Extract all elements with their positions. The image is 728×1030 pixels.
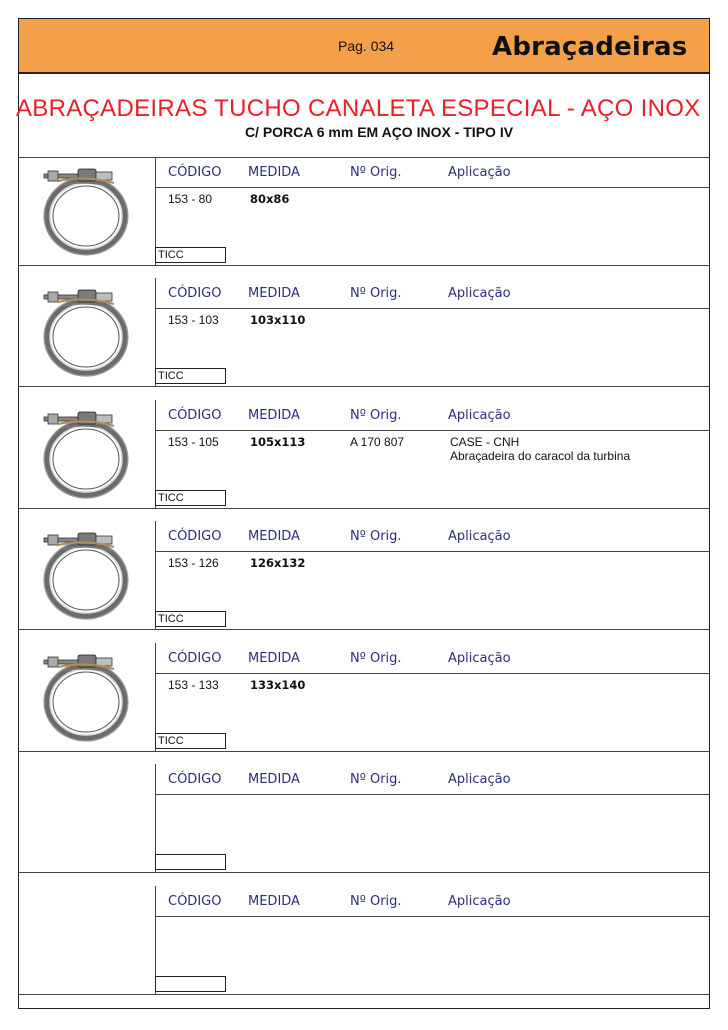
clamp-image bbox=[38, 404, 134, 502]
ticc-tag: TICC bbox=[155, 368, 226, 384]
product-block bbox=[18, 278, 710, 386]
row-separator bbox=[18, 265, 710, 266]
orig-label: Nº Orig. bbox=[350, 529, 402, 544]
clamp-image bbox=[38, 647, 134, 745]
codigo-label: CÓDIGO bbox=[168, 894, 222, 909]
row-separator bbox=[18, 386, 710, 387]
medida-value: 103x110 bbox=[250, 313, 306, 327]
section-title: Abraçadeiras bbox=[492, 32, 688, 62]
medida-label: MEDIDA bbox=[248, 408, 300, 423]
header-divider bbox=[155, 551, 710, 552]
aplicacao-label: Aplicação bbox=[448, 772, 511, 787]
aplicacao-label: Aplicação bbox=[448, 165, 511, 180]
ticc-tag: TICC bbox=[155, 733, 226, 749]
aplicacao-label: Aplicação bbox=[448, 651, 511, 666]
main-title: ABRAÇADEIRAS TUCHO CANALETA ESPECIAL - AÇO INOX bbox=[16, 95, 701, 122]
ticc-tag bbox=[155, 976, 226, 992]
product-block bbox=[18, 886, 710, 994]
aplicacao-label: Aplicação bbox=[448, 529, 511, 544]
codigo-value: 153 - 105 bbox=[168, 435, 219, 449]
aplicacao-label: Aplicação bbox=[448, 286, 511, 301]
product-block bbox=[18, 400, 710, 508]
medida-value: 80x86 bbox=[250, 192, 290, 206]
codigo-value: 153 - 103 bbox=[168, 313, 219, 327]
ticc-tag: TICC bbox=[155, 247, 226, 263]
orig-label: Nº Orig. bbox=[350, 408, 402, 423]
medida-label: MEDIDA bbox=[248, 772, 300, 787]
codigo-value: 153 - 133 bbox=[168, 678, 219, 692]
codigo-label: CÓDIGO bbox=[168, 286, 222, 301]
orig-label: Nº Orig. bbox=[350, 894, 402, 909]
medida-label: MEDIDA bbox=[248, 529, 300, 544]
product-block bbox=[18, 764, 710, 872]
row-separator bbox=[18, 508, 710, 509]
orig-label: Nº Orig. bbox=[350, 165, 402, 180]
sub-title: C/ PORCA 6 mm EM AÇO INOX - TIPO IV bbox=[244, 124, 514, 140]
aplicacao-label: Aplicação bbox=[448, 894, 511, 909]
aplicacao-line-2: Abraçadeira do caracol da turbina bbox=[450, 449, 631, 463]
clamp-image bbox=[38, 161, 134, 259]
orig-value: A 170 807 bbox=[350, 435, 405, 449]
medida-value: 105x113 bbox=[250, 435, 306, 449]
clamp-image bbox=[38, 282, 134, 380]
orig-label: Nº Orig. bbox=[350, 286, 402, 301]
aplicacao-value bbox=[450, 435, 630, 463]
medida-label: MEDIDA bbox=[248, 286, 300, 301]
medida-label: MEDIDA bbox=[248, 651, 300, 666]
page-number: Pag. 034 bbox=[338, 38, 395, 54]
orig-label: Nº Orig. bbox=[350, 772, 402, 787]
product-block bbox=[18, 643, 710, 751]
codigo-value: 153 - 126 bbox=[168, 556, 219, 570]
codigo-label: CÓDIGO bbox=[168, 529, 222, 544]
codigo-label: CÓDIGO bbox=[168, 165, 222, 180]
codigo-value: 153 - 80 bbox=[168, 192, 213, 206]
header-divider bbox=[155, 187, 710, 188]
codigo-label: CÓDIGO bbox=[168, 651, 222, 666]
product-block bbox=[18, 521, 710, 629]
header-divider bbox=[155, 308, 710, 309]
aplicacao-label: Aplicação bbox=[448, 408, 511, 423]
row-separator bbox=[18, 994, 710, 995]
header-divider bbox=[155, 794, 710, 795]
header-divider bbox=[155, 916, 710, 917]
row-separator bbox=[18, 629, 710, 630]
product-block bbox=[18, 157, 710, 265]
header-divider bbox=[155, 673, 710, 674]
ticc-tag: TICC bbox=[155, 611, 226, 627]
aplicacao-line-1: CASE - CNH bbox=[450, 435, 520, 449]
orig-label: Nº Orig. bbox=[350, 651, 402, 666]
medida-label: MEDIDA bbox=[248, 894, 300, 909]
medida-value: 126x132 bbox=[250, 556, 306, 570]
row-separator bbox=[18, 751, 710, 752]
ticc-tag: TICC bbox=[155, 490, 226, 506]
row-separator bbox=[18, 872, 710, 873]
clamp-image bbox=[38, 525, 134, 623]
ticc-tag bbox=[155, 854, 226, 870]
codigo-label: CÓDIGO bbox=[168, 772, 222, 787]
codigo-label: CÓDIGO bbox=[168, 408, 222, 423]
medida-label: MEDIDA bbox=[248, 165, 300, 180]
header-divider bbox=[155, 430, 710, 431]
medida-value: 133x140 bbox=[250, 678, 306, 692]
